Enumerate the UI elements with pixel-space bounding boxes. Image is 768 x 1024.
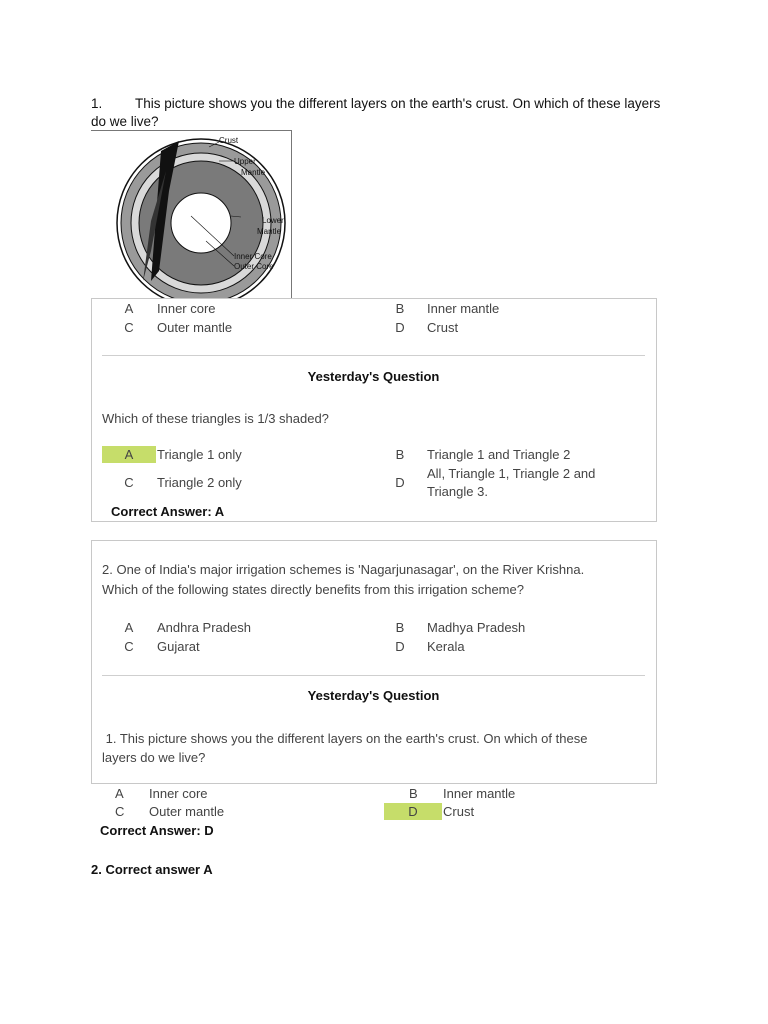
q2-text-line1: 2. One of India's major irrigation schemes is 'Nagarjunasagar', on the River Krishna. [102, 562, 585, 577]
yq1-option-b-label[interactable]: B [395, 447, 405, 462]
q1-number: 1. [91, 96, 103, 111]
q1-text-line1: This picture shows you the different layers on the earth's crust. On which of these layers [135, 96, 661, 111]
q2-option-c-text[interactable]: Gujarat [157, 639, 200, 654]
yq2-option-c-text[interactable]: Outer mantle [149, 804, 225, 819]
yesterday-question-1: Which of these triangles is 1/3 shaded? [102, 411, 329, 426]
yesterday-heading-2: Yesterday's Question [307, 688, 440, 703]
q2-option-a-label[interactable]: A [124, 620, 134, 635]
label-upper-mantle: Mantle [241, 168, 266, 177]
label-upper: Upper [234, 157, 256, 166]
yq1-option-d-text-line2[interactable]: Triangle 3. [427, 484, 488, 499]
yq1-option-c-text[interactable]: Triangle 2 only [157, 475, 242, 490]
q1-option-c-label[interactable]: C [124, 320, 134, 335]
yesterday-heading-1: Yesterday's Question [307, 369, 440, 384]
correct-answer-1: Correct Answer: A [111, 504, 225, 519]
label-crust: Crust [219, 136, 239, 145]
divider [102, 355, 645, 356]
correct-answer-2: Correct Answer: D [100, 823, 214, 838]
q2-option-b-text[interactable]: Madhya Pradesh [427, 620, 526, 635]
divider [102, 675, 645, 676]
q1-option-b-text[interactable]: Inner mantle [427, 301, 500, 316]
yq2-option-b-label[interactable]: B [409, 786, 418, 801]
q2-option-d-text[interactable]: Kerala [427, 639, 465, 654]
yq2-option-d-text[interactable]: Crust [443, 804, 475, 819]
q1-option-c-text[interactable]: Outer mantle [157, 320, 233, 335]
label-inner-core: Inner Core [234, 252, 272, 261]
q1-option-d-text[interactable]: Crust [427, 320, 459, 335]
q1-option-a-text[interactable]: Inner core [157, 301, 216, 316]
earth-layers-diagram [91, 131, 291, 299]
q1-option-d-label[interactable]: D [395, 320, 405, 335]
label-lower-mantle: Mantle [257, 227, 282, 236]
q1-option-a-label[interactable]: A [124, 301, 134, 316]
yesterday-question-2-line1: 1. This picture shows you the different layers on the earth's crust. On which of these [102, 731, 588, 746]
yesterday-question-2-line2: layers do we live? [102, 750, 206, 765]
answer-note: 2. Correct answer A [91, 862, 213, 877]
earth-layers-figure [91, 130, 292, 299]
yq1-option-a-text[interactable]: Triangle 1 only [157, 447, 242, 462]
yq1-option-c-label[interactable]: C [124, 475, 134, 490]
yq2-option-c-label[interactable]: C [115, 804, 125, 819]
yq1-option-d-text-line1[interactable]: All, Triangle 1, Triangle 2 and [427, 466, 596, 481]
label-outer-core: Outer Core [234, 262, 274, 271]
q2-option-c-label[interactable]: C [124, 639, 134, 654]
q2-option-b-label[interactable]: B [395, 620, 405, 635]
yq2-option-d-label[interactable]: D [384, 803, 442, 820]
q2-option-a-text[interactable]: Andhra Pradesh [157, 620, 251, 635]
yq2-option-a-label[interactable]: A [115, 786, 124, 801]
yq1-option-b-text[interactable]: Triangle 1 and Triangle 2 [427, 447, 571, 462]
q2-option-d-label[interactable]: D [395, 639, 405, 654]
yq1-option-d-label[interactable]: D [395, 475, 405, 490]
yq1-option-a-label[interactable]: A [102, 446, 156, 463]
q2-text-line2: Which of the following states directly benefits from this irrigation scheme? [102, 582, 524, 597]
q1-text-line2: do we live? [91, 114, 159, 129]
yq2-option-b-text[interactable]: Inner mantle [443, 786, 516, 801]
label-lower: Lower [262, 216, 284, 225]
yq2-option-a-text[interactable]: Inner core [149, 786, 208, 801]
q1-option-b-label[interactable]: B [395, 301, 405, 316]
